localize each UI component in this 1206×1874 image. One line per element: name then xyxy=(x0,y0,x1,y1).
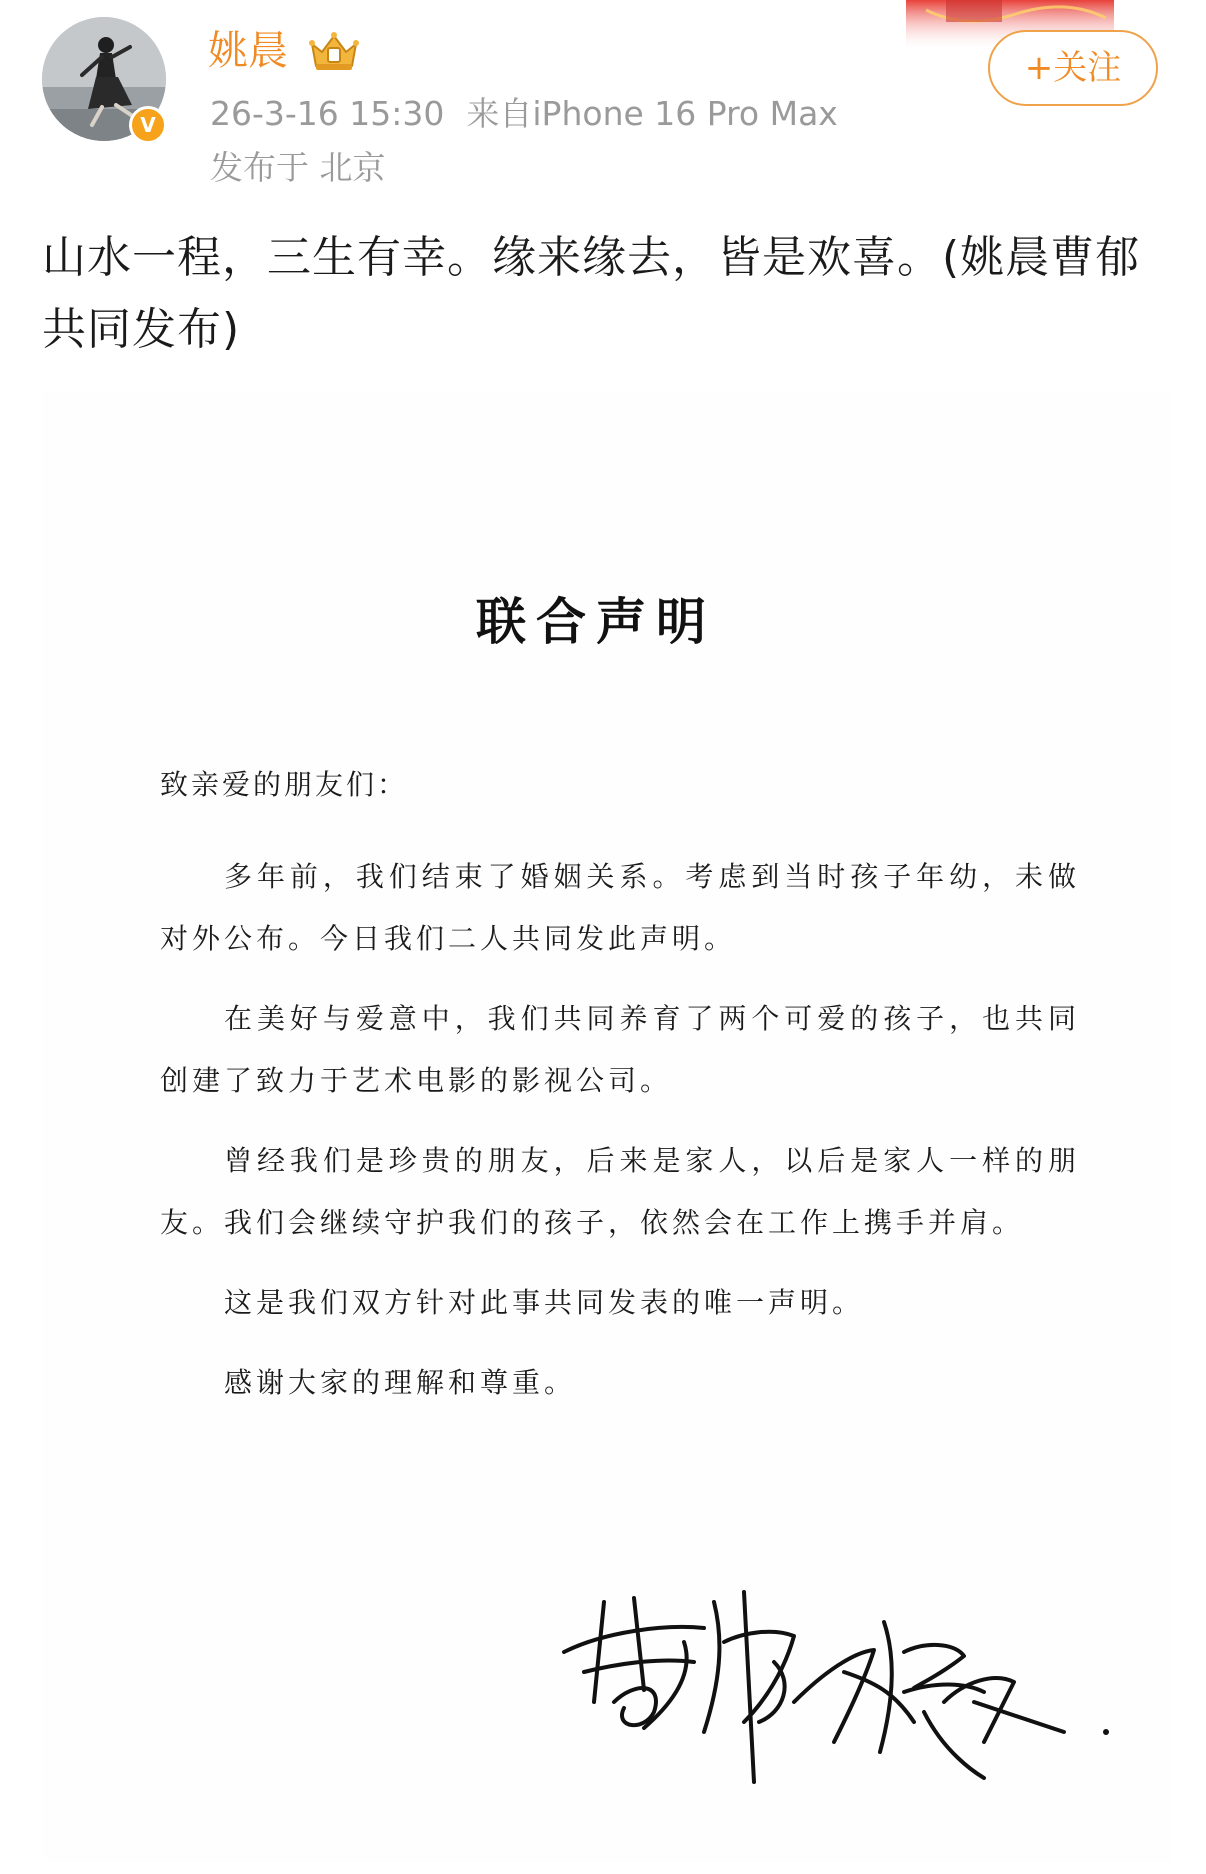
follow-button[interactable]: +关注 xyxy=(988,30,1158,106)
verified-badge-icon: V xyxy=(129,106,167,144)
post-meta xyxy=(210,92,838,136)
statement-body xyxy=(160,754,1080,1432)
crown-icon[interactable] xyxy=(306,30,362,74)
handwritten-signature xyxy=(544,1532,1154,1792)
statement-paragraph: 在美好与爱意中，我们共同养育了两个可爱的孩子，也共同创建了致力于艺术电影的影视公司。 xyxy=(160,1002,1080,1097)
post-timestamp: 26-3-16 15:30 xyxy=(210,94,445,133)
post-location: 发布于 北京 xyxy=(210,148,386,187)
statement-greeting: 致亲爱的朋友们： xyxy=(160,768,409,801)
post-source: 来自iPhone 16 Pro Max xyxy=(466,94,838,133)
statement-image[interactable] xyxy=(42,392,1172,1862)
statement-paragraph: 这是我们双方针对此事共同发表的唯一声明。 xyxy=(224,1286,865,1319)
statement-paragraph: 多年前，我们结束了婚姻关系。考虑到当时孩子年幼，未做对外公布。今日我们二人共同发此声明。 xyxy=(160,860,1080,955)
post-text: 山水一程，三生有幸。缘来缘去，皆是欢喜。(姚晨曹郁共同发布) xyxy=(42,232,1141,355)
statement-paragraph: 感谢大家的理解和尊重。 xyxy=(224,1366,577,1399)
post-header xyxy=(0,0,1206,200)
statement-paragraph: 曾经我们是珍贵的朋友，后来是家人，以后是家人一样的朋友。我们会继续守护我们的孩子，依然会在工作上携手并肩。 xyxy=(160,1144,1080,1239)
statement-title: 联合声明 xyxy=(476,592,716,651)
author-name[interactable]: 姚晨 xyxy=(208,28,288,74)
